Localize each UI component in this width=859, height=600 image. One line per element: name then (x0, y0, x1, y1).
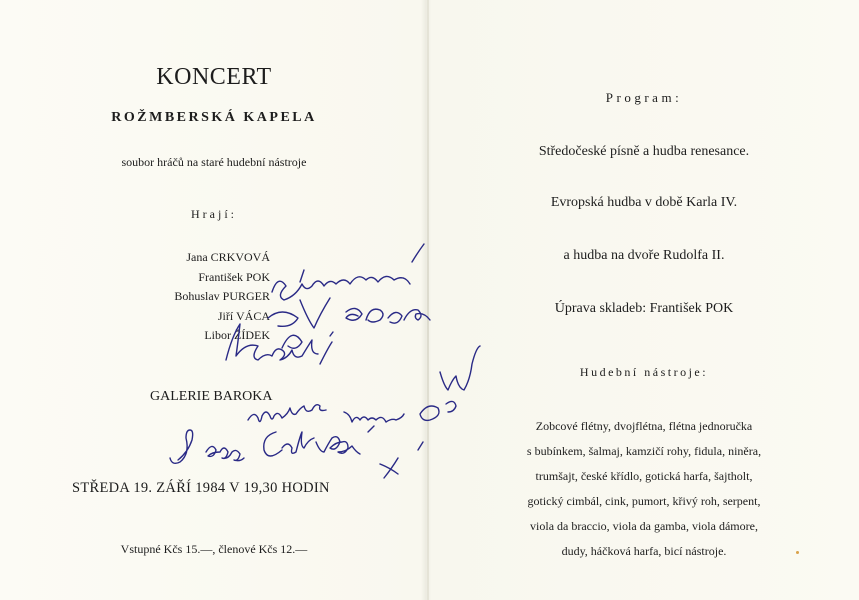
instruments-line: gotický cimbál, cink, pumort, křivý roh, serpent, (527, 494, 761, 508)
program-line: a hudba na dvoře Rudolfa II. (563, 248, 725, 263)
instruments-list (429, 414, 859, 564)
instruments-line: s bubínkem, šalmaj, kamzičí rohy, fidula, niněra, (526, 444, 762, 458)
program-heading: Program: (605, 90, 683, 105)
instruments-line: dudy, háčková harfa, bicí nástroje. (561, 544, 727, 558)
paper-speck (796, 551, 799, 554)
performer-name: František POK (198, 269, 270, 284)
performers-list (120, 248, 270, 346)
instruments-line: trumšajt, české křídlo, gotická harfa, šajtholt, (535, 469, 753, 483)
program-line: Evropská hudba v době Karla IV. (550, 195, 738, 210)
venue: GALERIE BAROKA (150, 389, 273, 404)
performers-heading: Hrají: (191, 207, 237, 221)
instruments-line: viola da braccio, viola da gamba, viola dámore, (530, 519, 758, 533)
performer-name: Bohuslav PURGER (174, 289, 270, 303)
performer-name: Jiří VÁCA (217, 308, 270, 323)
concert-title: KONCERT (156, 64, 272, 90)
ensemble-name: ROŽMBERSKÁ KAPELA (111, 110, 317, 125)
performer-name: Jana CRKVOVÁ (186, 250, 270, 264)
instruments-line: Zobcové flétny, dvojflétna, flétna jednoručka (535, 419, 753, 433)
ensemble-description: soubor hráčů na staré hudební nástroje (121, 155, 307, 169)
program-line: Úprava skladeb: František POK (554, 301, 734, 316)
concert-datetime: STŘEDA 19. ZÁŘÍ 1984 V 19,30 HODIN (72, 480, 330, 496)
admission-prices: Vstupné Kčs 15.—, členové Kčs 12.— (120, 542, 308, 556)
instruments-heading: Hudební nástroje: (579, 365, 709, 379)
performer-name: Libor ŽÍDEK (204, 328, 270, 342)
program-line: Středočeské písně a hudba renesance. (538, 144, 750, 159)
